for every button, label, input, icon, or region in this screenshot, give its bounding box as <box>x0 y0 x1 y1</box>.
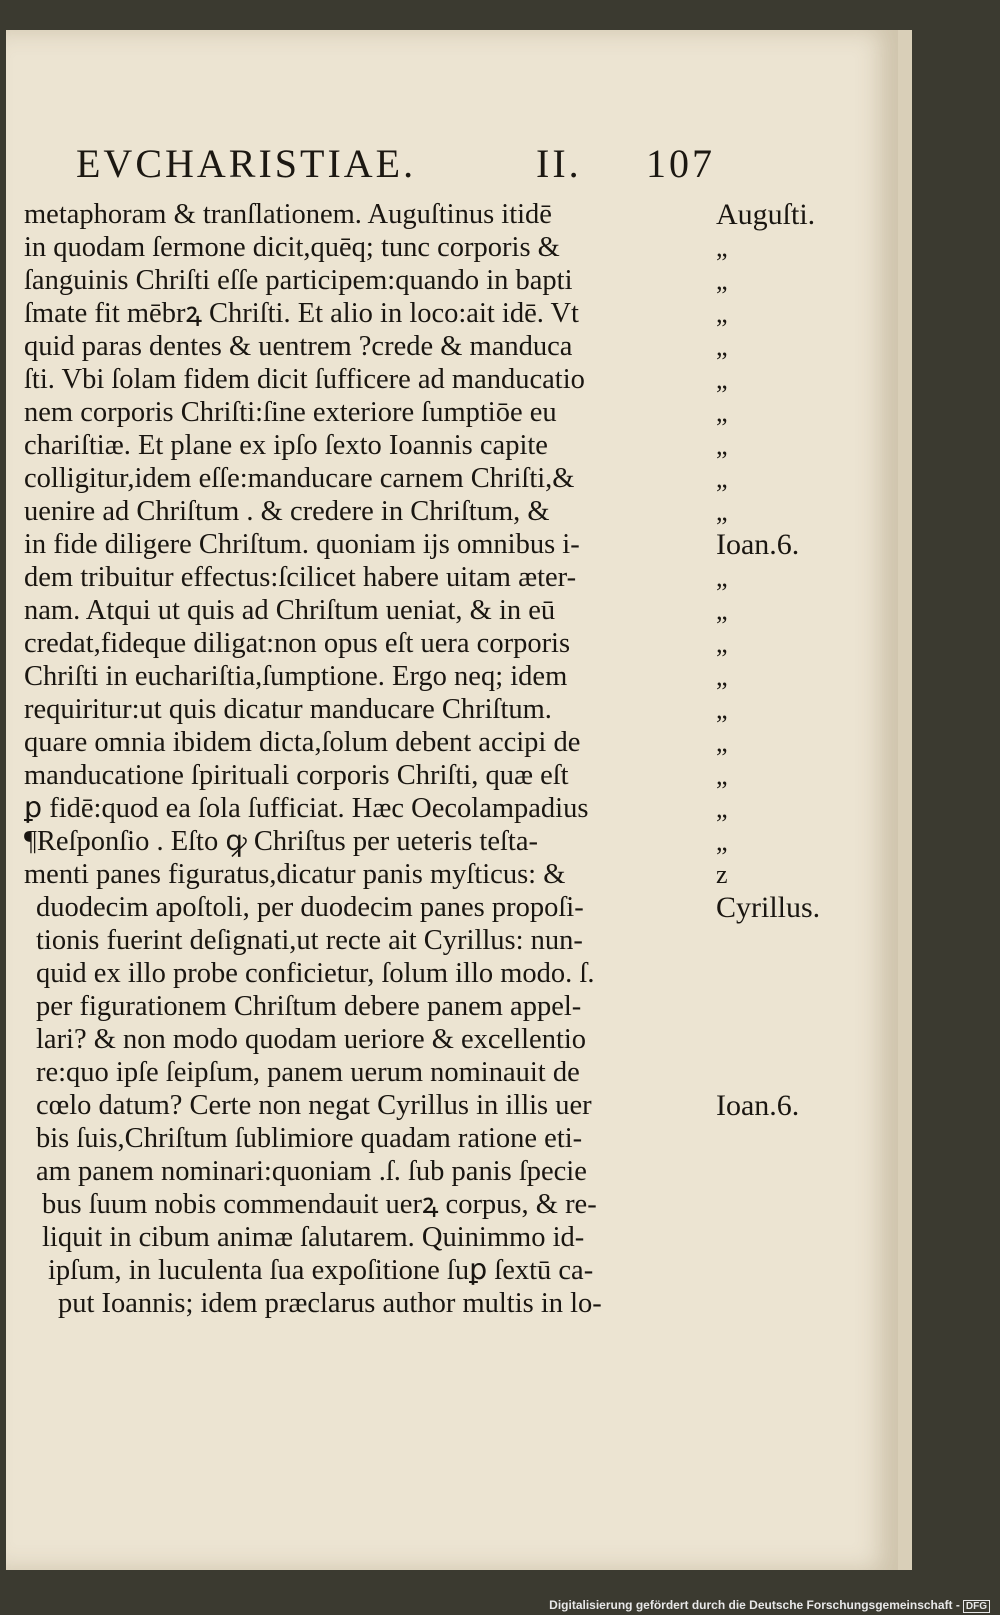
folio-number: 107 <box>646 141 715 186</box>
text-line: cœlo datum? Certe non negat Cyrillus in illis uer <box>36 1090 592 1121</box>
text-line: re:quo ipſe ſeipſum, panem uerum nominauit de <box>36 1057 580 1088</box>
book-page <box>6 30 912 1570</box>
quotation-mark: „ <box>716 464 728 493</box>
quotation-mark: „ <box>716 629 728 658</box>
quotation-mark: „ <box>716 431 728 460</box>
marginal-note: Ioan.6. <box>716 528 800 561</box>
quotation-mark: „ <box>716 365 728 394</box>
quotation-mark: „ <box>716 596 728 625</box>
quotation-mark: „ <box>716 761 728 790</box>
text-line: quid paras dentes & uentrem ?crede & manduca <box>24 331 573 362</box>
quotation-mark <box>716 924 866 957</box>
text-line: quare omnia ibidem dicta,ſolum debent accipi de <box>24 727 581 758</box>
text-line: ipſum, in luculenta ſua expoſitione ſuꝑ ſextū ca- <box>48 1255 594 1286</box>
text-line: nam. Atqui ut quis ad Chriſtum ueniat, & in eū <box>24 595 556 626</box>
quotation-mark <box>716 1056 866 1089</box>
gathering-signature: II. <box>536 141 582 186</box>
quotation-mark: „ <box>716 794 728 823</box>
marginal-note: Auguſti. <box>716 198 816 231</box>
text-line: nem corporis Chriſti:ſine exteriore ſumptiōe eu <box>24 397 557 428</box>
text-line: dem tribuitur effectus:ſcilicet habere uitam æter- <box>24 562 577 593</box>
quotation-mark: „ <box>716 563 728 592</box>
text-line: per figurationem Chriſtum debere panem appel- <box>36 991 582 1022</box>
main-text-column <box>24 198 724 1320</box>
text-line: put Ioannis; idem præclarus author multis in lo- <box>58 1288 602 1319</box>
quotation-mark: „ <box>716 266 728 295</box>
quotation-mark: „ <box>716 695 728 724</box>
text-line: credat,fideque diligat:non opus eſt uera corporis <box>24 628 571 659</box>
quotation-mark: „ <box>716 299 728 328</box>
text-line: bis ſuis,Chriſtum ſublimiore quadam ratione eti- <box>36 1123 583 1154</box>
text-line: Chriſti in euchariſtia,ſumptione. Ergo neq; idem <box>24 661 568 692</box>
text-line: metaphoram & tranſlationem. Auguſtinus itidē <box>24 199 552 230</box>
text-line: in fide diligere Chriſtum. quoniam ijs omnibus i- <box>24 529 580 560</box>
digitization-credit <box>549 1598 990 1613</box>
text-line: uenire ad Chriſtum . & credere in Chriſtum, & <box>24 496 550 527</box>
text-line: colligitur,idem eſſe:manducare carnem Chriſti,& <box>24 463 575 494</box>
quotation-mark: „ <box>716 497 728 526</box>
text-line: duodecim apoſtoli, per duodecim panes propoſi- <box>36 892 584 923</box>
quotation-mark: „ <box>716 332 728 361</box>
text-line: bus ſuum nobis commendauit uerꝝ corpus, & re- <box>42 1189 597 1220</box>
text-line: manducatione ſpirituali corporis Chriſti, quæ eſt <box>24 760 569 791</box>
running-header <box>76 140 716 190</box>
running-title: EVCHARISTIAE. <box>76 141 417 186</box>
marginal-note: Ioan.6. <box>716 1089 800 1122</box>
text-line: in quodam ſermone dicit,quēq; tunc corporis & <box>24 232 560 263</box>
text-line: ¶Reſponſio . Eſto ꝙ Chriſtus per ueteris teſta- <box>24 826 538 857</box>
credit-text: Digitalisierung gefördert durch die Deutsche Forschungsgemeinschaft - <box>549 1598 960 1612</box>
dfg-logo: DFG <box>963 1600 990 1613</box>
quotation-mark: „ <box>716 398 728 427</box>
quotation-mark: „ <box>716 728 728 757</box>
marginal-notes-column <box>716 198 866 1122</box>
text-line: chariſtiæ. Et plane ex ipſo ſexto Ioannis capite <box>24 430 548 461</box>
text-line: liquit in cibum animæ ſalutarem. Quinimmo id- <box>42 1222 585 1253</box>
text-line: quid ex illo probe conficietur, ſolum illo modo. ſ. <box>36 958 595 989</box>
text-line: lari? & non modo quodam ueriore & excellentio <box>36 1024 587 1055</box>
quotation-mark: „ <box>716 233 728 262</box>
text-line: ſmate fit mēbrꝝ Chriſti. Et alio in loco:ait idē. Vt <box>24 298 579 329</box>
quotation-mark <box>716 1023 866 1056</box>
marginal-note: Cyrillus. <box>716 891 821 924</box>
text-line: tionis fuerint deſignati,ut recte ait Cyrillus: nun- <box>36 925 583 956</box>
quotation-mark: „ <box>716 827 728 856</box>
quotation-mark: „ <box>716 662 728 691</box>
quotation-mark <box>716 957 866 990</box>
quotation-mark: z <box>716 860 728 889</box>
text-line: ſti. Vbi ſolam fidem dicit ſufficere ad manducatio <box>24 364 585 395</box>
text-line: ſanguinis Chriſti eſſe participem:quando in bapti <box>24 265 573 296</box>
text-line: ꝑ fidē:quod ea ſola ſufficiat. Hæc Oecolampadius <box>24 793 589 824</box>
text-line: menti panes figuratus,dicatur panis myſticus: & <box>24 859 566 890</box>
quotation-mark <box>716 990 866 1023</box>
text-line: am panem nominari:quoniam .ſ. ſub panis ſpecie <box>36 1156 587 1187</box>
text-line: requiritur:ut quis dicatur manducare Chriſtum. <box>24 694 552 725</box>
